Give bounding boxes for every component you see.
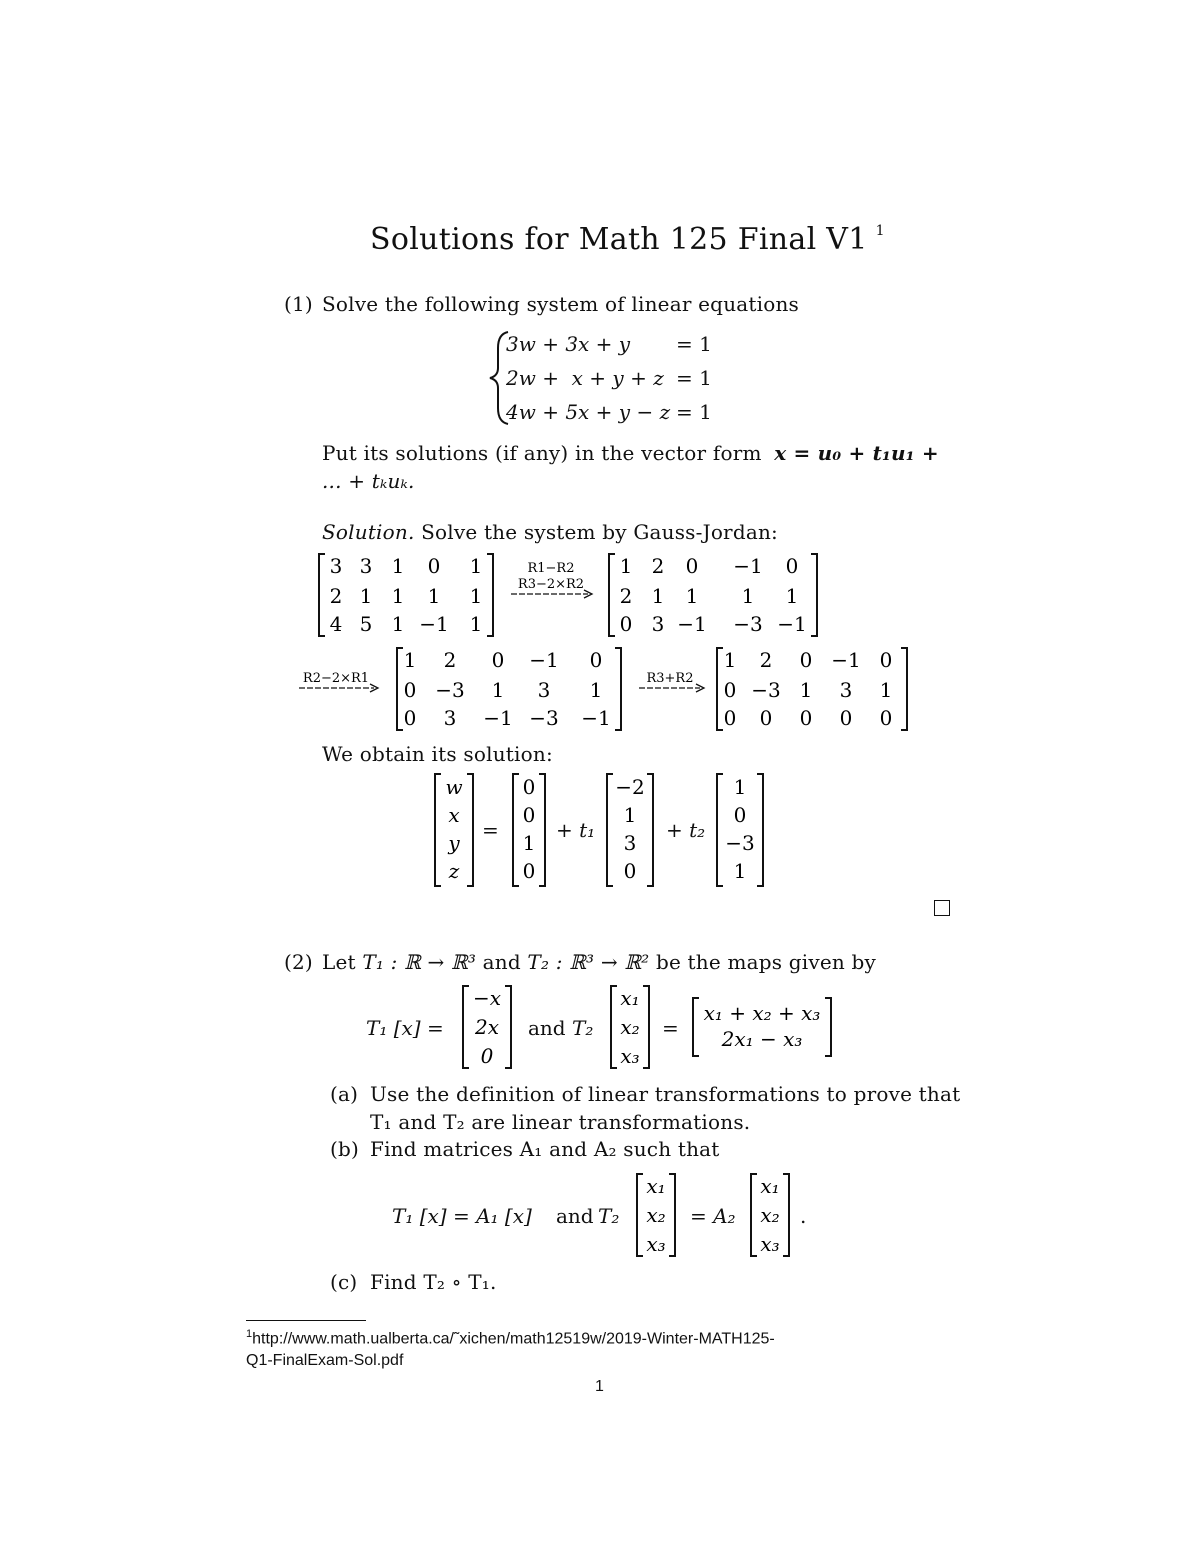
- matrix-entry: 1: [427, 584, 441, 608]
- matrix-entry: x₁: [760, 1174, 780, 1198]
- row-op-arrow-2: [296, 668, 382, 698]
- row-op-arrow-1: [508, 560, 594, 604]
- matrix-entry: 1: [469, 584, 483, 608]
- matrix-entry: 1: [491, 678, 505, 702]
- q1-solution-text: Solve the system by Gauss-Jordan:: [421, 520, 778, 544]
- matrix-m4: [714, 646, 910, 732]
- matrix-entry: 3: [623, 831, 637, 855]
- matrix-entry: 3: [839, 678, 853, 702]
- matrix-entry: −1: [831, 648, 861, 672]
- q2-number: (2): [284, 950, 313, 974]
- matrix-entry: 2x: [474, 1015, 500, 1039]
- bracket: [757, 774, 763, 886]
- part-a-line2: T₁ and T₂ are linear transformations.: [370, 1110, 751, 1134]
- matrix-entry: 0: [723, 678, 737, 702]
- matrix-entry: 1: [733, 775, 747, 799]
- matrix-entry: 1: [391, 554, 405, 578]
- part-b-eq: = A₂: [690, 1204, 736, 1228]
- matrix-entry: 0: [522, 803, 536, 827]
- row-op-2-label: R2−2×R1: [302, 671, 370, 686]
- bracket: [901, 648, 907, 730]
- page-title: Solutions for Math 125 Final V1 $^1$: [370, 222, 885, 257]
- matrix-entry: x₃: [620, 1044, 640, 1068]
- matrix-entry: 2: [759, 648, 773, 672]
- matrix-entry: 2: [651, 554, 665, 578]
- matrix-entry: 3: [443, 706, 457, 730]
- matrix-m2: [606, 552, 820, 638]
- matrix-entry: 0: [623, 859, 637, 883]
- matrix-entry: 0: [785, 554, 799, 578]
- part-b-label: (b): [330, 1137, 360, 1161]
- matrix-entry: 1: [391, 612, 405, 636]
- matrix-entry: 1: [469, 554, 483, 578]
- matrix-entry: −1: [483, 706, 513, 730]
- matrix-entry: 0: [427, 554, 441, 578]
- bracket: [611, 986, 617, 1068]
- bracket: [647, 774, 653, 886]
- matrix-entry: −x: [472, 986, 502, 1010]
- t2-output-vector: [690, 996, 834, 1058]
- q1-vector-form-expr: x = u₀ + t₁u₁ +: [774, 441, 939, 465]
- matrix-entry: y: [448, 831, 460, 855]
- matrix-entry: x₁ + x₂ + x₃: [703, 1001, 821, 1025]
- row-op-1-bottom: R3−2×R2: [517, 577, 585, 592]
- q1-eq-1-rhs: = 1: [676, 332, 712, 356]
- matrix-entry: −3: [435, 678, 465, 702]
- matrix-entry: 1: [799, 678, 813, 702]
- footnote-line1: [246, 1328, 775, 1348]
- matrix-entry: 0: [839, 706, 853, 730]
- matrix-entry: 0: [480, 1044, 494, 1068]
- q1-vector-form-line1: Put its solutions (if any) in the vector form x = u₀ + t₁u₁ +: [322, 441, 939, 465]
- matrix-entry: −2: [615, 775, 645, 799]
- part-b-text: Find matrices A₁ and A₂ such that: [370, 1137, 720, 1161]
- matrix-entry: 2: [443, 648, 457, 672]
- part-b-vector-left: [634, 1172, 678, 1258]
- matrix-entry: −3: [733, 612, 763, 636]
- matrix-entry: 0: [685, 554, 699, 578]
- bracket: [643, 986, 649, 1068]
- vector-u2: [714, 772, 766, 888]
- matrix-entry: 0: [589, 648, 603, 672]
- q2-prompt: Let T₁ : ℝ → ℝ³ and T₂ : ℝ³ → ℝ² be the maps given by: [322, 950, 877, 974]
- matrix-entry: −1: [677, 612, 707, 636]
- matrix-entry: 2: [619, 584, 633, 608]
- bracket: [505, 986, 511, 1068]
- part-a-label: (a): [330, 1082, 359, 1106]
- t1-output-vector: [460, 984, 514, 1070]
- footnote-mark: 1: [246, 1328, 253, 1340]
- matrix-entry: 1: [391, 584, 405, 608]
- bracket: [811, 554, 817, 636]
- part-c-text: Find T₂ ∘ T₁.: [370, 1270, 497, 1294]
- part-c-label: (c): [330, 1270, 358, 1294]
- matrix-entry: 1: [741, 584, 755, 608]
- matrix-entry: 1: [522, 831, 536, 855]
- bracket: [783, 1174, 789, 1256]
- solution-equals: =: [482, 818, 499, 842]
- matrix-entry: 3: [651, 612, 665, 636]
- vector-u1: [604, 772, 656, 888]
- matrix-entry: 1: [619, 554, 633, 578]
- matrix-entry: −1: [529, 648, 559, 672]
- matrix-entry: 0: [723, 706, 737, 730]
- bracket: [607, 774, 613, 886]
- matrix-entry: 0: [733, 803, 747, 827]
- matrix-entry: 0: [491, 648, 505, 672]
- matrix-entry: 2: [329, 584, 343, 608]
- title-footnote-mark: 1: [875, 223, 885, 239]
- matrix-entry: 3: [359, 554, 373, 578]
- matrix-entry: 0: [879, 648, 893, 672]
- matrix-entry: 1: [785, 584, 799, 608]
- bracket: [463, 986, 469, 1068]
- matrix-entry: 0: [403, 678, 417, 702]
- bracket: [609, 554, 615, 636]
- matrix-m1: [316, 552, 496, 638]
- part-b-and: and: [556, 1204, 594, 1228]
- matrix-entry: w: [445, 775, 463, 799]
- qed-square-icon: [934, 900, 950, 916]
- matrix-entry: −1: [419, 612, 449, 636]
- vector-variables: [432, 772, 476, 888]
- page-number: 1: [595, 1378, 604, 1395]
- matrix-entry: 3: [329, 554, 343, 578]
- bracket: [717, 648, 723, 730]
- t2-input-vector: [608, 984, 652, 1070]
- q1-eq-3-rhs: = 1: [676, 400, 712, 424]
- bracket: [487, 554, 493, 636]
- bracket: [435, 774, 441, 886]
- q1-vector-form-line2: ... + tₖuₖ.: [322, 469, 415, 493]
- footnote-line2[interactable]: Q1-FinalExam-Sol.pdf: [246, 1352, 404, 1369]
- matrix-entry: 1: [589, 678, 603, 702]
- matrix-entry: 1: [733, 859, 747, 883]
- bracket: [717, 774, 723, 886]
- matrix-entry: −3: [725, 831, 755, 855]
- part-b-vector-right: [748, 1172, 792, 1258]
- matrix-entry: x₃: [760, 1232, 780, 1256]
- matrix-entry: 1: [469, 612, 483, 636]
- matrix-m3: [394, 646, 624, 732]
- q1-eq-2-lhs: 2w + x + y + z: [506, 366, 664, 390]
- matrix-entry: x₃: [646, 1232, 666, 1256]
- bracket: [751, 1174, 757, 1256]
- matrix-entry: 1: [685, 584, 699, 608]
- row-op-3-label: R3+R2: [646, 671, 694, 686]
- solution-t1: + t₁: [556, 818, 596, 842]
- q1-prompt: Solve the following system of linear equations: [322, 292, 800, 316]
- t2-equals: =: [662, 1016, 679, 1040]
- matrix-entry: −3: [529, 706, 559, 730]
- matrix-entry: 0: [522, 775, 536, 799]
- q1-obtain-text: We obtain its solution:: [322, 742, 553, 766]
- bracket: [669, 1174, 675, 1256]
- t2-and: and: [528, 1016, 566, 1040]
- footnote-url-part1[interactable]: http://www.math.ualberta.ca/˜xichen/math12519w/2019-Winter-MATH125-: [252, 1330, 775, 1348]
- bracket: [637, 1174, 643, 1256]
- bracket: [825, 998, 831, 1056]
- matrix-entry: 0: [619, 612, 633, 636]
- part-a-line1: Use the definition of linear transformations to prove that: [370, 1082, 961, 1106]
- matrix-entry: 5: [359, 612, 373, 636]
- q1-solution-label: Solution.: [322, 520, 415, 544]
- bracket: [539, 774, 545, 886]
- matrix-entry: 0: [759, 706, 773, 730]
- q1-eq-2-rhs: = 1: [676, 366, 712, 390]
- solution-t2: + t₂: [666, 818, 706, 842]
- row-op-1-top: R1−R2: [527, 561, 575, 576]
- matrix-entry: 0: [522, 859, 536, 883]
- q1-solution-line: [322, 520, 778, 544]
- matrix-entry: −3: [751, 678, 781, 702]
- vector-particular: [510, 772, 548, 888]
- part-b-t2: T₂: [598, 1204, 620, 1228]
- matrix-entry: 0: [879, 706, 893, 730]
- row-op-arrow-3: [636, 668, 708, 698]
- bracket: [615, 648, 621, 730]
- bracket: [319, 554, 325, 636]
- matrix-entry: 4: [329, 612, 343, 636]
- matrix-entry: 1: [403, 648, 417, 672]
- q1-eq-3-lhs: 4w + 5x + y − z: [506, 400, 671, 424]
- matrix-entry: 0: [799, 706, 813, 730]
- q1-eq-1-lhs: 3w + 3x + y: [506, 332, 631, 356]
- bracket: [693, 998, 699, 1056]
- part-b-eq-left: T₁ [x] = A₁ [x]: [392, 1204, 532, 1228]
- footnote-rule: [246, 1320, 366, 1321]
- matrix-entry: 2x₁ − x₃: [721, 1027, 803, 1051]
- bracket: [467, 774, 473, 886]
- matrix-entry: x₂: [760, 1203, 780, 1227]
- matrix-entry: x₂: [646, 1203, 666, 1227]
- matrix-entry: z: [448, 859, 460, 883]
- matrix-entry: 0: [403, 706, 417, 730]
- matrix-entry: 0: [799, 648, 813, 672]
- matrix-entry: x: [448, 803, 460, 827]
- matrix-entry: 1: [651, 584, 665, 608]
- matrix-entry: x₂: [620, 1015, 640, 1039]
- matrix-entry: 1: [359, 584, 373, 608]
- matrix-entry: 1: [623, 803, 637, 827]
- matrix-entry: x₁: [620, 986, 640, 1010]
- t2-definition-lhs: T₂: [572, 1016, 594, 1040]
- matrix-entry: 3: [537, 678, 551, 702]
- matrix-entry: −1: [581, 706, 611, 730]
- q1-number: (1): [284, 292, 313, 316]
- matrix-entry: x₁: [646, 1174, 666, 1198]
- matrix-entry: 1: [723, 648, 737, 672]
- bracket: [513, 774, 519, 886]
- matrix-entry: −1: [777, 612, 807, 636]
- bracket: [397, 648, 403, 730]
- matrix-entry: −1: [733, 554, 763, 578]
- matrix-entry: 1: [879, 678, 893, 702]
- part-b-period: .: [800, 1204, 807, 1228]
- t1-definition-lhs: T₁ [x] =: [366, 1016, 444, 1040]
